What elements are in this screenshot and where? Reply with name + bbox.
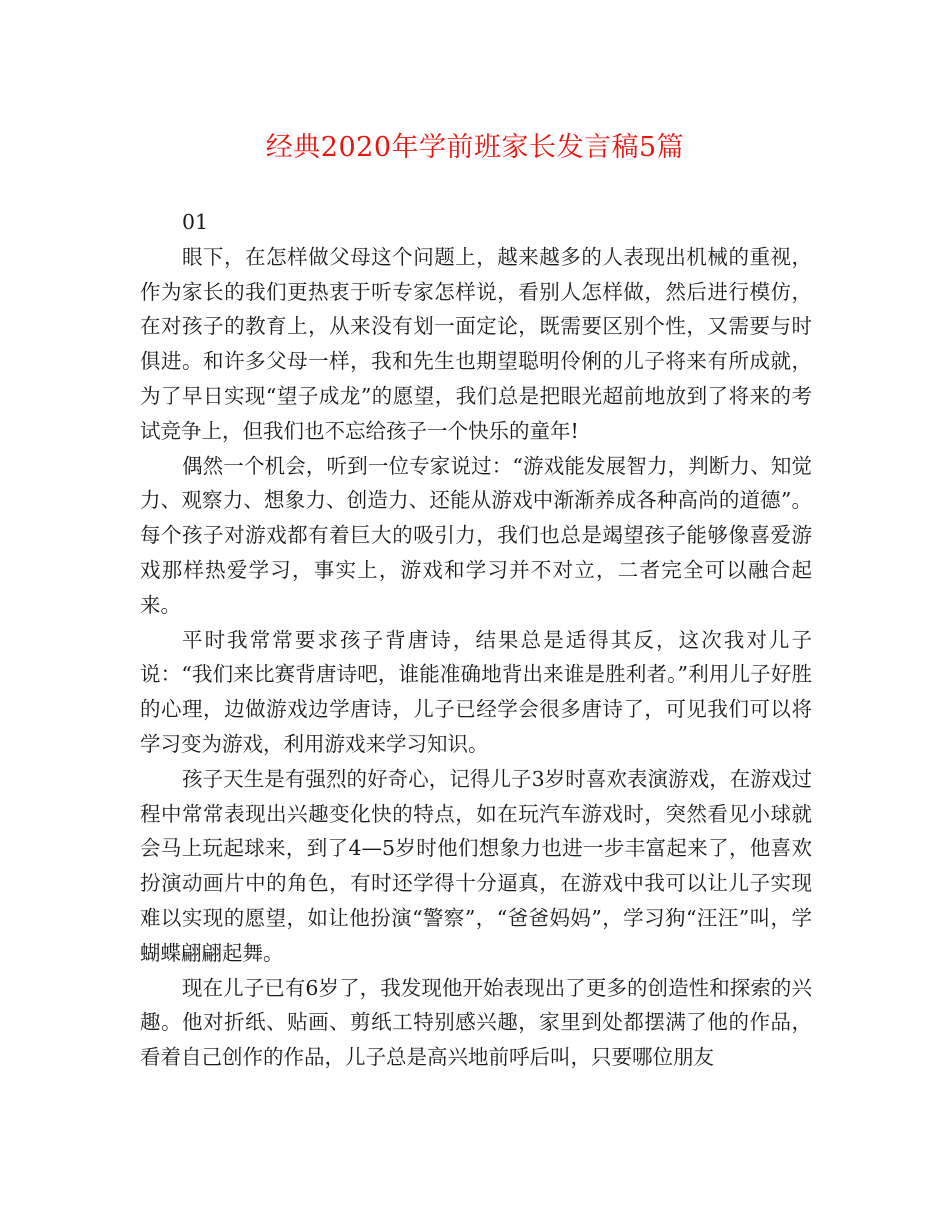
paragraph-2: 偶然一个机会，听到一位专家说过：“游戏能发展智力，判断力、知觉力、观察力、想象力、创造力、还能从游戏中渐渐养成各种高尚的道德”。每个孩子对游戏都有着巨大的吸引力，我们也总是竭望孩子能够像喜爱游戏那样热爱学习，事实上，游戏和学习并不对立，二者完全可以融合起来。 <box>140 453 812 617</box>
paragraph-3: 平时我常常要求孩子背唐诗，结果总是适得其反，这次我对儿子说：“我们来比赛背唐诗吧，谁能准确地背出来谁是胜利者。”利用儿子好胜的心理，边做游戏边学唐诗，儿子已经学会很多唐诗了，可见我们可以将学习变为游戏，利用游戏来学习知识。 <box>140 627 812 756</box>
paragraph-4: 孩子天生是有强烈的好奇心，记得儿子3岁时喜欢表演游戏，在游戏过程中常常表现出兴趣变化快的特点，如在玩汽车游戏时，突然看见小球就会马上玩起球来，到了4—5岁时他们想象力也进一步丰富起来了，他喜欢扮演动画片中的角色，有时还学得十分逼真，在游戏中我可以让儿子实现难以实现的愿望，如让他扮演“警察”，“爸爸妈妈”，学习狗“汪汪”叫，学蝴蝶翩翩起舞。 <box>140 766 812 965</box>
document-title: 经典2020年学前班家长发言稿5篇 <box>265 132 685 163</box>
section-number: 01 <box>182 210 209 234</box>
document-body <box>140 205 812 1075</box>
paragraph-5: 现在儿子已有6岁了，我发现他开始表现出了更多的创造性和探索的兴趣。他对折纸、贴画、剪纸工特别感兴趣，家里到处都摆满了他的作品，看着自己创作的作品，儿子总是高兴地前呼后叫，只要哪位朋友 <box>140 975 812 1070</box>
paragraph-1: 眼下，在怎样做父母这个问题上，越来越多的人表现出机械的重视，作为家长的我们更热衷于听专家怎样说，看别人怎样做，然后进行模仿，在对孩子的教育上，从来没有划一面定论，既需要区别个性，又需要与时俱进。和许多父母一样，我和先生也期望聪明伶俐的儿子将来有所成就，为了早日实现“望子成龙”的愿望，我们总是把眼光超前地放到了将来的考试竞争上，但我们也不忘给孩子一个快乐的童年! <box>140 244 812 443</box>
